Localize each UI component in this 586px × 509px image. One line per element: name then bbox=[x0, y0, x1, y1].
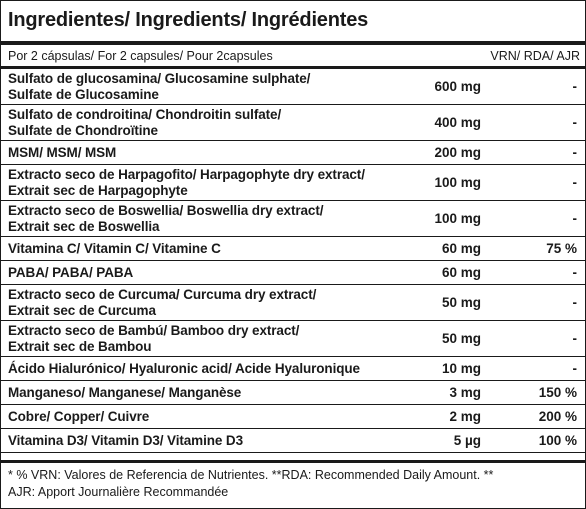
ingredient-rda: 150 % bbox=[538, 385, 577, 400]
table-row bbox=[1, 405, 585, 429]
ingredient-amount: 60 mg bbox=[441, 265, 481, 280]
table-row bbox=[1, 105, 585, 141]
ingredient-name-line: Vitamina D3/ Vitamin D3/ Vitamine D3 bbox=[8, 433, 243, 448]
ingredient-name-line: Extracto seco de Harpagofito/ Harpagophyte dry extract/ bbox=[8, 167, 365, 182]
ingredient-name bbox=[8, 241, 221, 257]
ingredient-amount: 50 mg bbox=[441, 331, 481, 346]
ingredient-amount: 3 mg bbox=[449, 385, 481, 400]
ingredient-amount: 50 mg bbox=[441, 295, 481, 310]
ingredient-amount: 100 mg bbox=[434, 175, 481, 190]
panel-title: Ingredientes/ Ingredients/ Ingrédientes bbox=[8, 9, 369, 31]
table-row bbox=[1, 321, 585, 357]
ingredient-name bbox=[8, 385, 241, 401]
ingredient-rda: - bbox=[572, 79, 577, 94]
ingredient-rda: - bbox=[572, 331, 577, 346]
table-row bbox=[1, 237, 585, 261]
ingredient-name-line: Extrait sec de Boswellia bbox=[8, 219, 160, 234]
ingredient-name bbox=[8, 433, 243, 449]
ingredient-name-line: Sulfato de condroitina/ Chondroitin sulfate/ bbox=[8, 107, 282, 122]
ingredient-name-line: MSM/ MSM/ MSM bbox=[8, 145, 117, 160]
title-divider bbox=[1, 41, 585, 45]
ingredient-name-line: PABA/ PABA/ PABA bbox=[8, 265, 134, 280]
reference-intake-label: VRN/ RDA/ AJR bbox=[490, 49, 580, 63]
ingredient-name bbox=[8, 167, 365, 199]
ingredient-rda: - bbox=[572, 361, 577, 376]
table-row bbox=[1, 69, 585, 105]
table-row bbox=[1, 261, 585, 285]
ingredient-amount: 600 mg bbox=[434, 79, 481, 94]
ingredient-amount: 60 mg bbox=[441, 241, 481, 256]
ingredient-rda: - bbox=[572, 211, 577, 226]
ingredient-name bbox=[8, 107, 281, 139]
ingredient-rda: 100 % bbox=[538, 433, 577, 448]
ingredient-rda: - bbox=[572, 115, 577, 130]
table-row bbox=[1, 357, 585, 381]
ingredient-name bbox=[8, 265, 133, 281]
ingredient-name bbox=[8, 409, 149, 425]
ingredient-name-line: Vitamina C/ Vitamin C/ Vitamine C bbox=[8, 241, 221, 256]
ingredient-name-line: Sulfate de Glucosamine bbox=[8, 87, 159, 102]
footnote-line: AJR: Apport Journalière Recommandée bbox=[8, 485, 229, 499]
ingredient-name-line: Cobre/ Copper/ Cuivre bbox=[8, 409, 150, 424]
ingredient-amount: 10 mg bbox=[441, 361, 481, 376]
ingredient-name-line: Extrait sec de Bambou bbox=[8, 339, 152, 354]
ingredient-name bbox=[8, 287, 316, 319]
table-row bbox=[1, 285, 585, 321]
ingredient-amount: 2 mg bbox=[449, 409, 481, 424]
ingredient-amount: 200 mg bbox=[434, 145, 481, 160]
ingredient-amount: 100 mg bbox=[434, 211, 481, 226]
ingredient-amount: 5 µg bbox=[453, 433, 481, 448]
table-row bbox=[1, 165, 585, 201]
ingredient-rda: - bbox=[572, 265, 577, 280]
ingredient-name-line: Extracto seco de Bambú/ Bamboo dry extract/ bbox=[8, 323, 300, 338]
ingredient-name-line: Sulfate de Chondroïtine bbox=[8, 123, 158, 138]
ingredient-name-line: Ácido Hialurónico/ Hyaluronic acid/ Acide Hyaluronique bbox=[8, 361, 360, 376]
ingredient-name-line: Extracto seco de Curcuma/ Curcuma dry extract/ bbox=[8, 287, 317, 302]
ingredient-name-line: Extracto seco de Boswellia/ Boswellia dry extract/ bbox=[8, 203, 324, 218]
ingredient-amount: 400 mg bbox=[434, 115, 481, 130]
ingredient-name-line: Extrait sec de Harpagophyte bbox=[8, 183, 188, 198]
serving-size-label: Por 2 cápsulas/ For 2 capsules/ Pour 2capsules bbox=[8, 49, 273, 63]
table-row bbox=[1, 429, 585, 453]
column-header bbox=[8, 49, 580, 65]
ingredient-name bbox=[8, 145, 116, 161]
ingredient-rda: - bbox=[572, 145, 577, 160]
ingredient-name-line: Manganeso/ Manganese/ Manganèse bbox=[8, 385, 242, 400]
table-row bbox=[1, 201, 585, 237]
table-row bbox=[1, 141, 585, 165]
table-row bbox=[1, 381, 585, 405]
ingredient-name bbox=[8, 71, 310, 103]
ingredient-rda: - bbox=[572, 295, 577, 310]
ingredient-name-line: Sulfato de glucosamina/ Glucosamine sulphate/ bbox=[8, 71, 311, 86]
ingredient-rda: 75 % bbox=[546, 241, 577, 256]
ingredient-name bbox=[8, 323, 299, 355]
ingredient-name bbox=[8, 361, 360, 377]
footnote bbox=[8, 467, 580, 501]
footnote-line: * % VRN: Valores de Referencia de Nutrientes. **RDA: Recommended Daily Amount. ** bbox=[8, 468, 494, 482]
ingredient-rda: - bbox=[572, 175, 577, 190]
footer-divider bbox=[1, 460, 585, 463]
ingredient-rda: 200 % bbox=[538, 409, 577, 424]
ingredient-name-line: Extrait sec de Curcuma bbox=[8, 303, 156, 318]
ingredient-name bbox=[8, 203, 323, 235]
